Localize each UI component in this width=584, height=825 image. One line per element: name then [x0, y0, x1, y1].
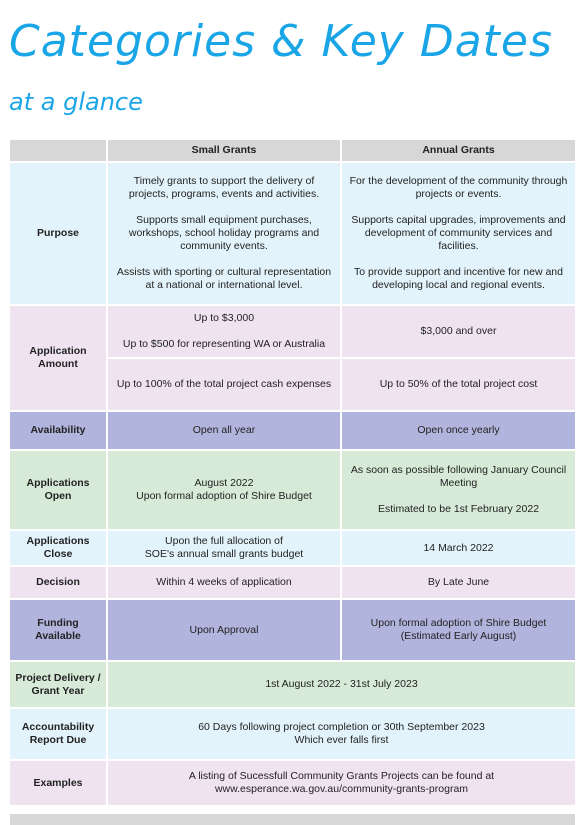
decision-small: Within 4 weeks of application — [108, 567, 340, 598]
application-amount-annual-1: $3,000 and over — [342, 306, 575, 357]
row-label-availability: Availability — [10, 412, 106, 449]
examples-value: A listing of Sucessfull Community Grants Projects can be found at www.esperance.wa.gov.au/community-grants-program — [108, 761, 575, 805]
header-annual-grants: Annual Grants — [342, 140, 575, 161]
header-small-grants: Small Grants — [108, 140, 340, 161]
page-subtitle: at a glance — [9, 88, 143, 116]
application-amount-small-1: Up to $3,000 Up to $500 for representing WA or Australia — [108, 306, 340, 357]
funding-available-small: Upon Approval — [108, 600, 340, 660]
row-label-application-amount: Application Amount — [10, 306, 106, 410]
applications-close-annual: 14 March 2022 — [342, 531, 575, 565]
accountability-value: 60 Days following project completion or 30th September 2023 Which ever falls first — [108, 709, 575, 759]
purpose-small: Timely grants to support the delivery of projects, programs, events and activities. Supports small equipment purchases, workshops, school holiday programs and community events. Assists with sporting or cultural representation at a national or international level. — [108, 163, 340, 304]
row-label-decision: Decision — [10, 567, 106, 598]
purpose-annual: For the development of the community through projects or events. Supports capital upgrades, improvements and development of community services and facilities. To provide support and incentive for new and developing local and regional events. — [342, 163, 575, 304]
availability-annual: Open once yearly — [342, 412, 575, 449]
applications-open-annual: As soon as possible following January Council Meeting Estimated to be 1st February 2022 — [342, 451, 575, 529]
application-amount-small-2: Up to 100% of the total project cash expenses — [108, 359, 340, 410]
applications-open-small: August 2022 Upon formal adoption of Shire Budget — [108, 451, 340, 529]
row-label-applications-close: Applications Close — [10, 531, 106, 565]
row-label-purpose: Purpose — [10, 163, 106, 304]
availability-small: Open all year — [108, 412, 340, 449]
project-delivery-value: 1st August 2022 - 31st July 2023 — [108, 662, 575, 707]
row-label-project-delivery: Project Delivery / Grant Year — [10, 662, 106, 707]
application-amount-annual-2: Up to 50% of the total project cost — [342, 359, 575, 410]
row-label-examples: Examples — [10, 761, 106, 805]
header-corner — [10, 140, 106, 161]
decision-annual: By Late June — [342, 567, 575, 598]
row-label-applications-open: Applications Open — [10, 451, 106, 529]
funding-available-annual: Upon formal adoption of Shire Budget (Estimated Early August) — [342, 600, 575, 660]
row-label-accountability: Accountability Report Due — [10, 709, 106, 759]
grants-table — [10, 140, 575, 805]
page-title: Categories & Key Dates — [9, 16, 553, 67]
row-label-funding-available: Funding Available — [10, 600, 106, 660]
footer-bar — [10, 814, 575, 825]
applications-close-small: Upon the full allocation of SOE's annual small grants budget — [108, 531, 340, 565]
